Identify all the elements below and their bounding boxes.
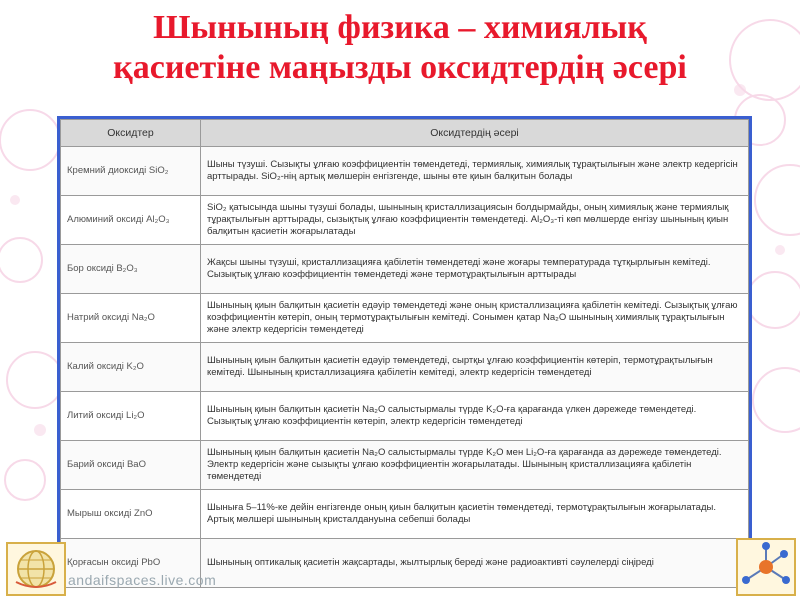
oxide-name: Бор оксиді B₂O₃ [61,245,201,294]
oxide-effect: SiO₂ қатысында шыны түзуші болады, шынының кристаллизациясын болдырмайды, оның химиялық және термиялық тұрақтылығын арттырады, сызықтық ұлғаю коэффициентін төмендетеді. Al₂O₃-ті көп мөлшерде енгізу шынының қиын балқитын қасиетін жоғарылатады [201,196,749,245]
oxide-effect: Шыны түзуші. Сызықты ұлғаю коэффициентін төмендетеді, термиялық, химиялық тұрақтылығын және электр кедергісін арттырады. SiO₂-нің артық мөлшерін енгізгенде, шыны өте қиын балқитын болады [201,147,749,196]
globe-logo [6,542,66,596]
oxide-effect: Шыныға 5–11%-ке дейін енгізгенде оның қиын балқитын қасиетін төмендетеді, термотұрақтылығын жоғарылатады. Артық мөлшері шынының кристалдануына себепші болады [201,490,749,539]
table-row [61,490,749,539]
molecule-icon [738,540,794,594]
oxide-name: Литий оксиді Li₂O [61,392,201,441]
oxide-effect: Шынының оптикалық қасиетін жақсартады, жылтырлық береді және радиоактивті сәулелерді сіңіреді [201,539,749,588]
oxide-effect: Жақсы шыны түзуші, кристаллизацияға қабілетін төмендетеді және жоғары температурада тұтқырлығын кемітеді. Сызықтық ұлғаю коэффициентін төмендетеді және термотұрақтылығын арттырады [201,245,749,294]
oxides-table-frame [57,116,752,568]
table-row [61,441,749,490]
oxide-name: Калий оксиді K₂O [61,343,201,392]
oxides-table [60,119,749,588]
table-row [61,392,749,441]
oxide-effect: Шынының қиын балқитын қасиетін едәуір төмендетеді және оның кристаллизацияға қабілетін кемітеді. Сызықтық ұлғаю коэффициентін көтеріп, оның термотұрақтылығын кемітеді. Сонымен қатар Na₂O шынының химиялық тұрақтылығын және электр кедергісін төмендетеді [201,294,749,343]
oxide-effect: Шынының қиын балқитын қасиетін Na₂O салыстырмалы түрде K₂O мен Li₂O-ға қарағанда аз дәрежеде төмендетеді. Электр кедергісін және сызықты ұлғаю коэффициентін жоғарылатады. Шынының кристаллизацияға қабілетін төмендетеді [201,441,749,490]
table-row [61,147,749,196]
oxide-effect: Шынының қиын балқитын қасиетін едәуір төмендетеді, сыртқы ұлғаю коэффициентін көтеріп, термотұрақтылығын кемітеді. Шынының кристаллизацияға қабілетін кемітеді, электр кедергісін төмендетеді [201,343,749,392]
header-effects: Оксидтердің әсері [201,120,749,147]
table-header-row [61,120,749,147]
table-row [61,245,749,294]
header-oxides: Оксидтер [61,120,201,147]
oxide-name: Мырыш оксиді ZnO [61,490,201,539]
table-row [61,343,749,392]
oxide-name: Алюминий оксиді Al₂O₃ [61,196,201,245]
table-row [61,294,749,343]
slide-title [30,8,770,88]
title-line-2: қасиетіне маңызды оксидтердің әсері [113,49,687,86]
oxide-name: Кремний диоксиді SiO₂ [61,147,201,196]
oxide-name: Натрий оксиді Na₂O [61,294,201,343]
title-line-1: Шынының физика – химиялық [153,9,647,46]
table-row [61,196,749,245]
globe-icon [8,544,64,594]
molecule-image [736,538,796,596]
oxide-effect: Шынының қиын балқитын қасиетін Na₂O салыстырмалы түрде K₂O-ға қарағанда үлкен дәрежеде төмендетеді. Сызықтық ұлғаю коэффициентін көтеріп, электр кедергісін төмендетеді [201,392,749,441]
oxide-name: Қорғасын оксиді PbO [61,539,201,588]
oxide-name: Барий оксиді BaO [61,441,201,490]
footer-url: andaifspaces.live.com [68,572,217,588]
